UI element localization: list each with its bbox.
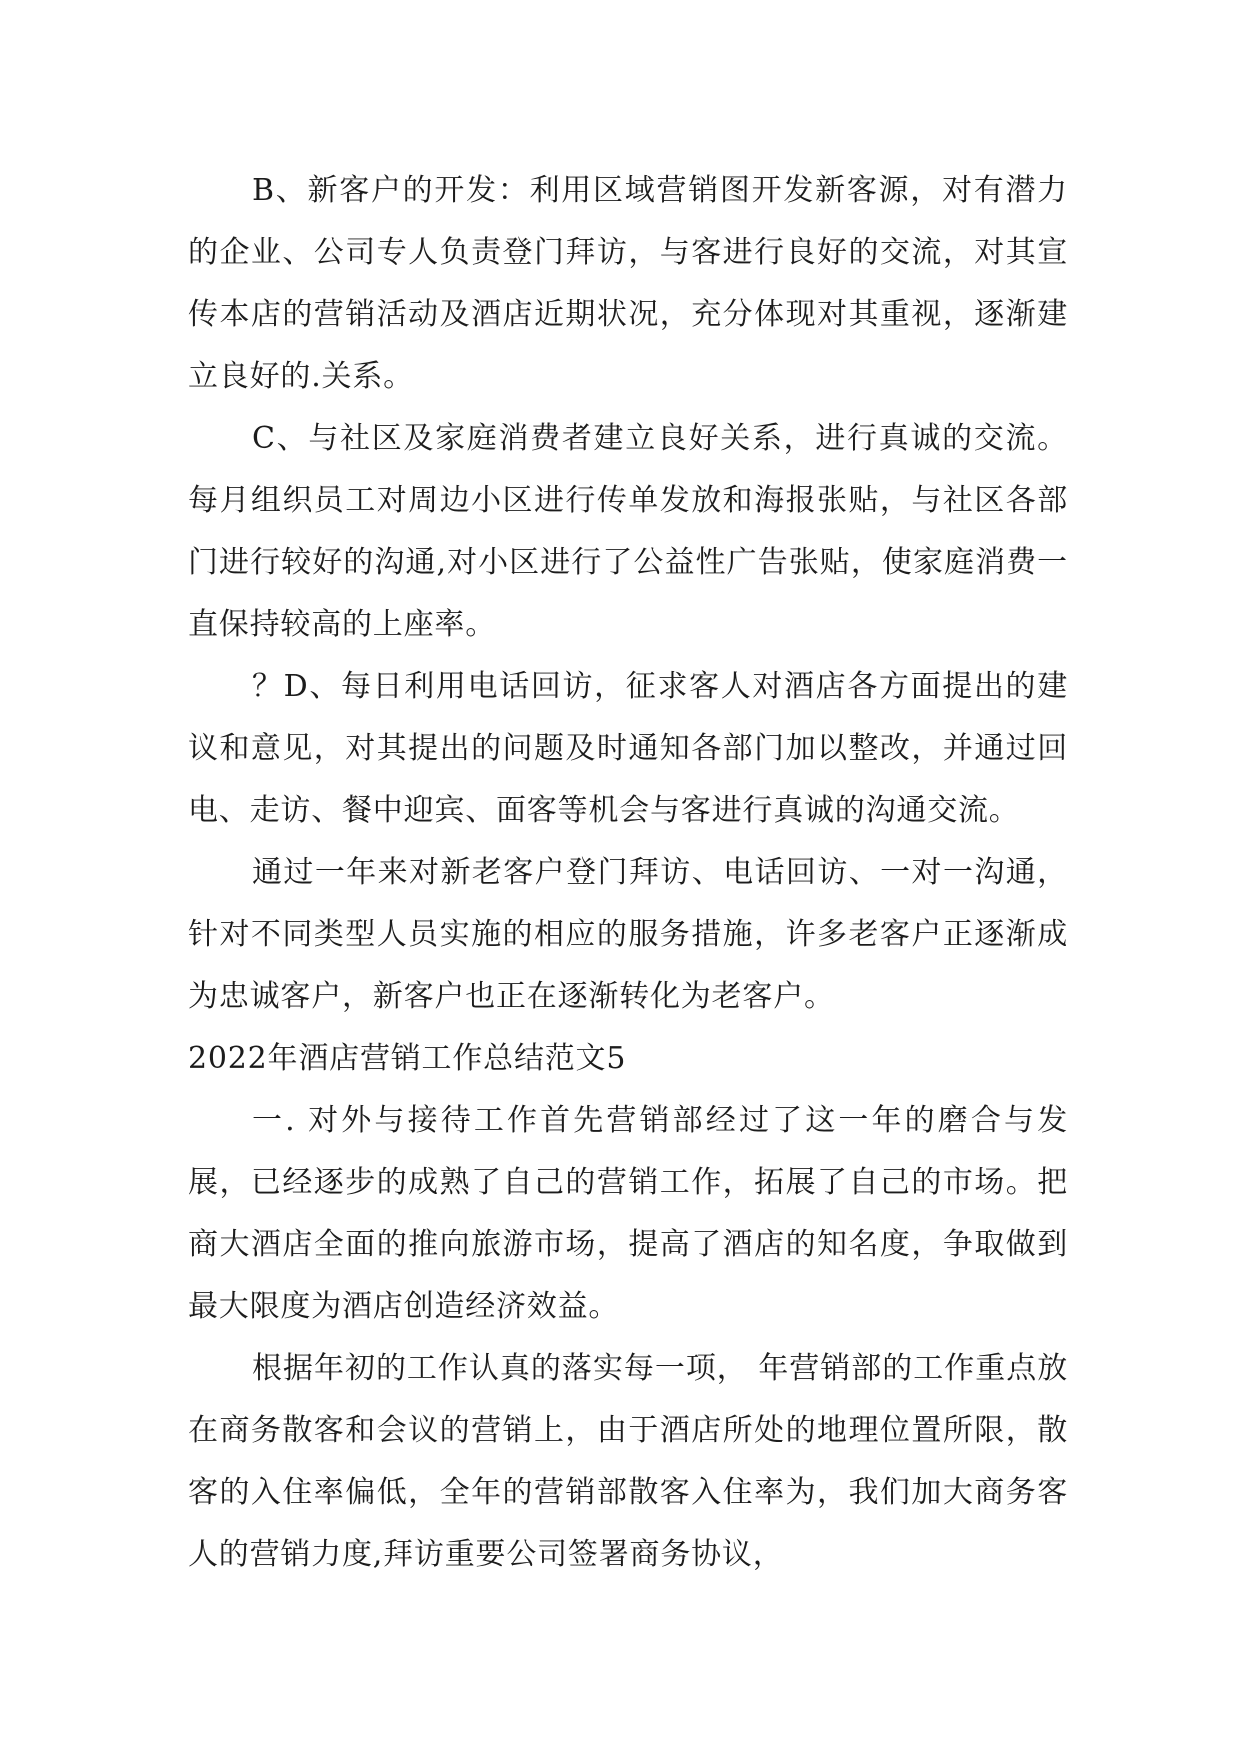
paragraph-phone-follow-up: ？D、每日利用电话回访，征求客人对酒店各方面提出的建议和意见，对其提出的问题及时通知各部门加以整改，并通过回电、走访、餐中迎宾、面客等机会与客进行真诚的沟通交流。 [188, 669, 1068, 828]
paragraph-new-customer-development: B、新客户的开发：利用区域营销图开发新客源，对有潜力的企业、公司专人负责登门拜访，与客进行良好的交流，对其宣传本店的营销活动及酒店近期状况，充分体现对其重视，逐渐建立良好的.关系。 [188, 173, 1068, 394]
section-heading: 2022年酒店营销工作总结范文5 [188, 1041, 627, 1076]
paragraph-year-summary: 通过一年来对新老客户登门拜访、电话回访、一对一沟通，针对不同类型人员实施的相应的服务措施，许多老客户正逐渐成为忠诚客户，新客户也正在逐渐转化为老客户。 [188, 855, 1068, 1014]
paragraph-community-relations: C、与社区及家庭消费者建立良好关系，进行真诚的交流。每月组织员工对周边小区进行传单发放和海报张贴，与社区各部门进行较好的沟通,对小区进行了公益性广告张贴，使家庭消费一直保持较高的上座率。 [188, 421, 1068, 642]
paragraph-reception-work: 一. 对外与接待工作首先营销部经过了这一年的磨合与发展，已经逐步的成熟了自己的营销工作，拓展了自己的市场。把商大酒店全面的推向旅游市场，提高了酒店的知名度，争取做到最大限度为酒店创造经济效益。 [188, 1103, 1068, 1324]
document-body [188, 160, 1068, 1586]
paragraph-annual-plan: 根据年初的工作认真的落实每一项， 年营销部的工作重点放在商务散客和会议的营销上，由于酒店所处的地理位置所限，散客的入住率偏低，全年的营销部散客入住率为，我们加大商务客人的营销力度,拜访重要公司签署商务协议， [188, 1351, 1068, 1572]
